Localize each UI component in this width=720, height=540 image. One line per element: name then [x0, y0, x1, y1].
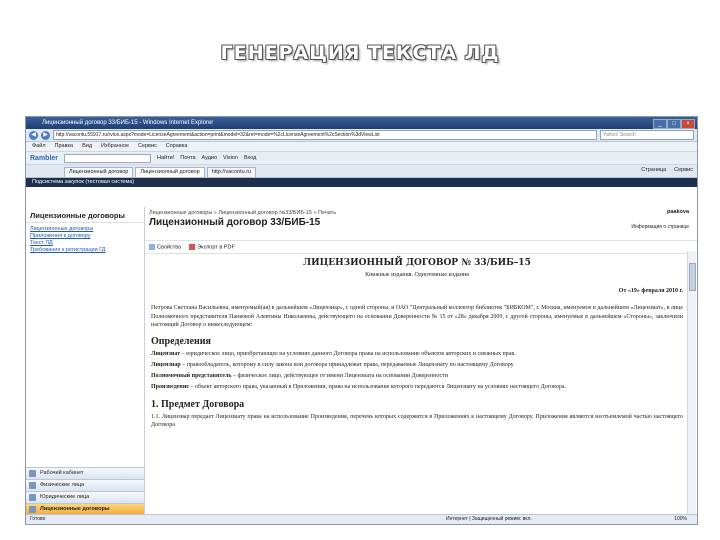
menu-favorites[interactable]: Избранное [101, 143, 129, 149]
zoom-level[interactable]: 100% [674, 516, 687, 522]
panel-cabinet[interactable] [26, 467, 144, 479]
slide-title: ГЕНЕРАЦИЯ ТЕКСТА ЛД [220, 42, 500, 64]
sidebar-title: Лицензионные договоры [26, 207, 144, 223]
panel-label: Юридические лица [40, 494, 90, 500]
individuals-icon [29, 482, 36, 489]
rambler-toolbar [26, 152, 697, 165]
menu-tools[interactable]: Сервис [137, 143, 157, 149]
user-name[interactable]: paakova [666, 209, 689, 215]
definition-text: – юридическое лицо, приобретающее на условиях данного Договора права на использование объектов авторских и смежных прав. [180, 350, 516, 357]
tab-license-1[interactable]: Лицензионный договор [64, 167, 133, 177]
rambler-login-button[interactable]: Вход [243, 155, 257, 161]
document-view [149, 251, 685, 515]
window-title: Лицензионный договор 33/БИБ-15 - Windows Internet Explorer [42, 120, 214, 126]
menu-file[interactable]: Файл [32, 143, 46, 149]
rambler-search-input[interactable] [64, 154, 151, 163]
security-zone: Интернет | Защищенный режим: вкл. [446, 516, 532, 522]
browser-window [25, 116, 698, 525]
contracts-icon [29, 506, 36, 513]
page-info-link[interactable]: Информация о странице [631, 224, 689, 230]
tab-tools [641, 167, 693, 173]
definition-item [151, 361, 683, 369]
tools-menu-button[interactable]: Сервис [674, 167, 693, 173]
definition-item [151, 372, 683, 380]
search-input[interactable]: Yahoo! Search [600, 130, 694, 140]
definition-item [151, 383, 683, 391]
content-header [145, 207, 697, 241]
definition-term: Произведение [151, 383, 189, 390]
tab-license-2[interactable]: Лицензионный договор [135, 167, 204, 177]
sidebar-panels [26, 467, 144, 515]
properties-label: Свойства [157, 244, 182, 251]
scrollbar-thumb[interactable] [689, 263, 696, 291]
rambler-mail-button[interactable]: Почта [180, 155, 196, 161]
address-input[interactable]: http://vacontu.55917.ru/rvice.aspx?mode=LicenseAgreement&action=print&model=32&ret=mode=%2cLicenseAgreement%2cSection%3dViewList [53, 130, 597, 140]
rambler-find-button[interactable]: Найти! [157, 155, 175, 161]
legal-icon [29, 494, 36, 501]
vertical-scrollbar[interactable] [687, 251, 696, 515]
definition-term: Полномочный представитель [151, 372, 232, 379]
content-area [145, 207, 697, 515]
section1-text: 1.1. Лицензиар передает Лицензиату права на использование Произведения, перечень которых содержится в Приложениях к настоящему Договору. Приложения являются неотъемлемой частью настоящего Договора [151, 413, 683, 428]
properties-icon [149, 244, 155, 250]
doc-subtitle: Книжные издания. Однотомные издания [365, 272, 469, 278]
page-title: Лицензионный договор 33/БИБ-15 [149, 217, 321, 228]
status-text: Готово [30, 516, 46, 522]
definition-text: – объект авторского права, указанный в Приложении, права на использование которого передаются Лицензиату на условиях настоящего Договора. [188, 383, 566, 390]
cabinet-icon [29, 470, 36, 477]
app-main [26, 207, 697, 515]
sidebar-link-contracts[interactable]: Лицензионные договоры [30, 226, 94, 232]
properties-button[interactable] [149, 244, 181, 250]
menu-help[interactable]: Справка [165, 143, 188, 149]
rambler-audio-button[interactable]: Аудио [201, 155, 218, 161]
section1-heading: 1. Предмет Договора [151, 398, 245, 410]
sidebar-link-requirements[interactable]: Требования к регистрации ГД [30, 247, 106, 253]
definition-text: – правообладатель, которому в силу закона или договора принадлежат права, передаваемые Лицензиату по настоящему Договору [180, 361, 514, 368]
status-bar [26, 514, 697, 524]
left-sidebar [26, 207, 145, 515]
definition-item [151, 350, 683, 358]
export-pdf-button[interactable] [189, 244, 235, 250]
panel-label: Лицензионные договоры [40, 506, 110, 512]
forward-icon[interactable]: ▶ [41, 131, 50, 140]
tabs-bar [26, 165, 697, 178]
panel-legal[interactable] [26, 491, 144, 503]
menu-bar [26, 142, 697, 152]
menu-view[interactable]: Вид [82, 143, 93, 149]
sidebar-links [26, 223, 144, 257]
minimize-button[interactable]: _ [653, 119, 667, 129]
definition-text: – физическое лицо, действующее от имени Лицензиата на основании Доверенности [231, 372, 448, 379]
definitions-heading: Определения [151, 335, 211, 347]
menu-edit[interactable]: Правка [54, 143, 74, 149]
doc-title: ЛИЦЕНЗИОННЫЙ ДОГОВОР № 33/БИБ–15 [303, 258, 531, 268]
export-pdf-label: Экспорт в PDF [197, 244, 235, 251]
pdf-icon [189, 244, 195, 250]
definition-term: Лицензиат [151, 350, 181, 357]
doc-intro: Петрова Светлана Васильевна, именуемый(ая) в дальнейшем «Лицензиар», с одной стороны, и ОАО "Центральный коллектор библиотек "БИБКОМ", г. Москва, именуемое в дальнейшем «Лицензиат», в лице Полномочного представителя Панковой Алевтины Николаевны, действующего на основании Доверенности № 15 от «28» декабря 2009, с другой стороны, именуемые в дальнейшем «Стороны», заключили настоящий Договор о нижеследующем: [151, 305, 683, 328]
address-bar-row [26, 129, 697, 142]
panel-individuals[interactable] [26, 479, 144, 491]
back-icon[interactable]: ◀ [29, 131, 38, 140]
rambler-vision-button[interactable]: Vision [223, 155, 238, 161]
sidebar-link-text[interactable]: Текст ЛД [30, 240, 53, 246]
doc-date: От «19» февраля 2010 г. [618, 288, 683, 294]
page-menu-button[interactable]: Страница [641, 167, 667, 173]
app-header: Подсистема закупок (тестовая система) [26, 178, 697, 187]
panel-label: Физические лица [40, 482, 85, 488]
tab-vacontu[interactable]: http://vacontu.ru [207, 167, 256, 177]
panel-label: Рабочий кабинет [40, 470, 84, 476]
rambler-logo: Rambler [30, 154, 59, 162]
close-button[interactable]: × [681, 119, 695, 129]
sidebar-link-appendices[interactable]: Приложения к договору [30, 233, 91, 239]
breadcrumb[interactable]: Лицензионные договоры » Лицензионный договор №33/БИБ-15 » Печать [149, 210, 337, 216]
window-titlebar [26, 117, 697, 129]
definition-term: Лицензиар [151, 361, 181, 368]
maximize-button[interactable]: □ [667, 119, 681, 129]
